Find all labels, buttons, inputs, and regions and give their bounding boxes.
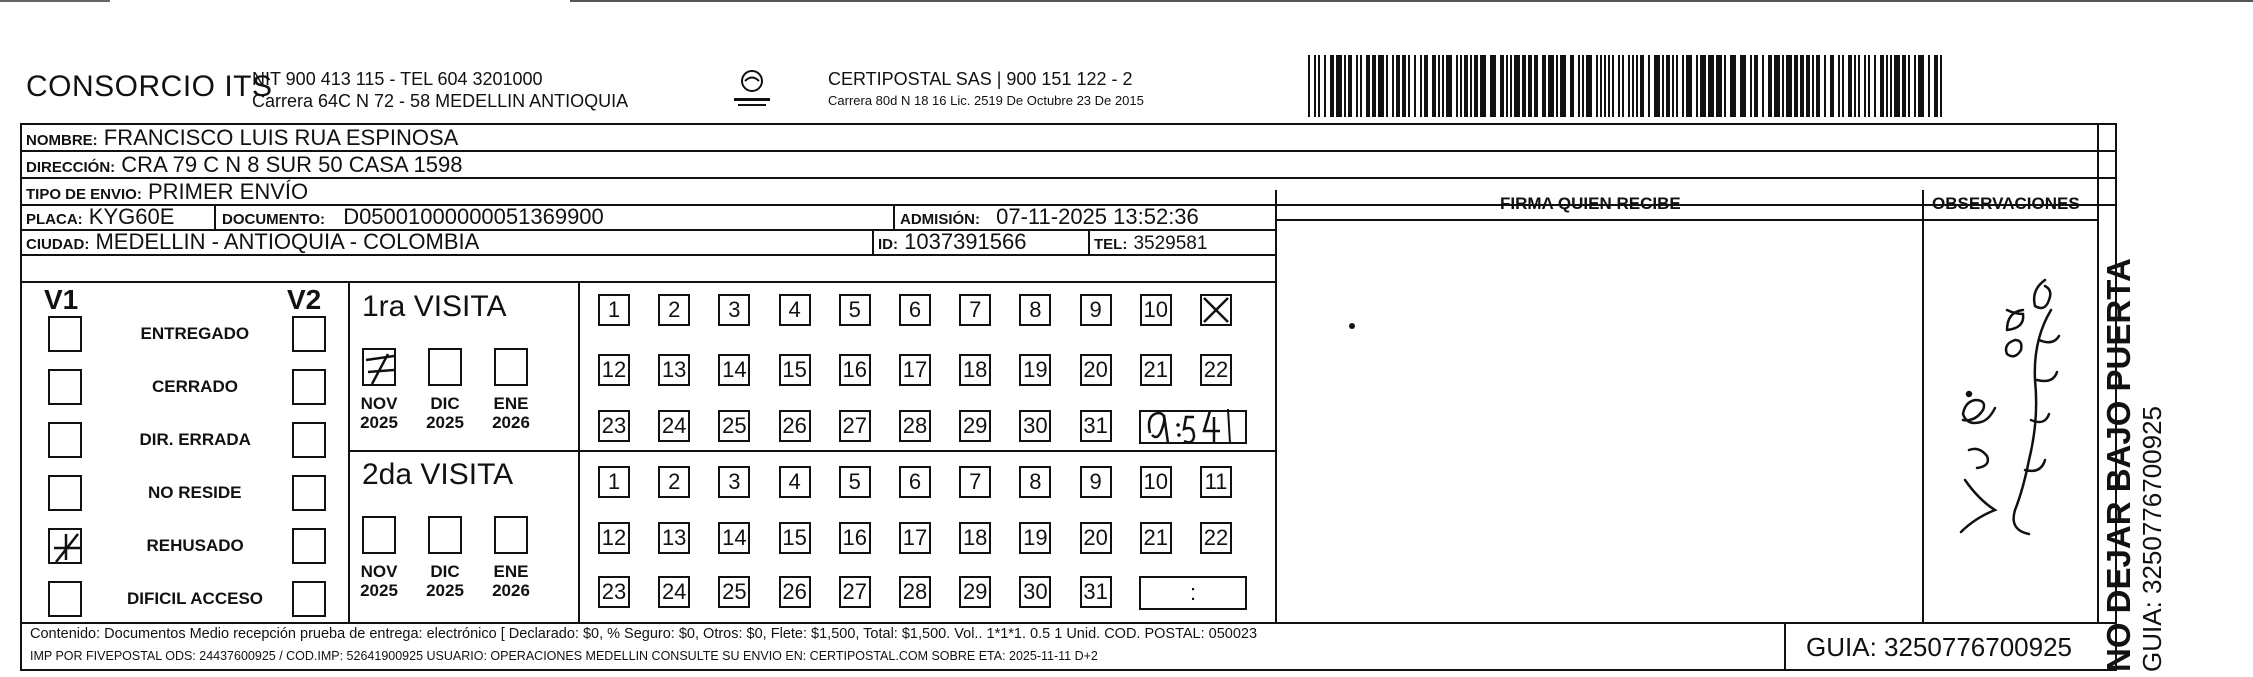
tipo-label: TIPO DE ENVIO: bbox=[26, 186, 142, 203]
day-box[interactable]: 6 bbox=[899, 294, 931, 326]
day-box[interactable]: 15 bbox=[779, 522, 811, 554]
tipo-row bbox=[26, 179, 308, 205]
day-box[interactable]: 30 bbox=[1019, 410, 1051, 442]
day-box[interactable]: 13 bbox=[658, 522, 690, 554]
tel-value: 3529581 bbox=[1133, 233, 1208, 254]
day-box[interactable]: 3 bbox=[718, 294, 750, 326]
side-notice bbox=[2100, 258, 2166, 672]
placa-row bbox=[26, 204, 174, 230]
month-checkbox[interactable] bbox=[428, 516, 462, 554]
nombre-row bbox=[26, 125, 458, 151]
day-box[interactable]: 27 bbox=[839, 576, 871, 608]
day-box[interactable]: 24 bbox=[658, 410, 690, 442]
status-checkbox-v1[interactable] bbox=[48, 528, 82, 564]
carrier-line: CERTIPOSTAL SAS | 900 151 122 - 2 bbox=[828, 69, 1133, 89]
day-box[interactable]: 26 bbox=[779, 576, 811, 608]
day-box[interactable]: 4 bbox=[779, 466, 811, 498]
month-checkbox[interactable] bbox=[494, 516, 528, 554]
status-checkbox-v2[interactable] bbox=[292, 475, 326, 511]
no-dejar-notice: NO DEJAR BAJO PUERTA bbox=[2100, 258, 2137, 672]
carrier-info bbox=[828, 68, 1144, 112]
nombre-value: FRANCISCO LUIS RUA ESPINOSA bbox=[103, 125, 459, 150]
day-box[interactable]: 17 bbox=[899, 522, 931, 554]
day-box[interactable]: 23 bbox=[598, 410, 630, 442]
company-name: CONSORCIO ITS bbox=[26, 70, 273, 103]
status-label: NO RESIDE bbox=[148, 483, 242, 502]
status-checkbox-v2[interactable] bbox=[292, 581, 326, 617]
day-box[interactable]: 23 bbox=[598, 576, 630, 608]
day-box[interactable]: 15 bbox=[779, 354, 811, 386]
address-line: Carrera 64C N 72 - 58 MEDELLIN ANTIOQUIA bbox=[252, 91, 629, 111]
top-edge-mark bbox=[0, 0, 110, 2]
observaciones-label: OBSERVACIONES bbox=[1932, 194, 2080, 213]
month-checkbox[interactable] bbox=[428, 348, 462, 386]
status-checkbox-v2[interactable] bbox=[292, 369, 326, 405]
tipo-value: PRIMER ENVÍO bbox=[147, 179, 309, 204]
day-box[interactable]: 22 bbox=[1200, 522, 1232, 554]
day-box[interactable]: 1 bbox=[598, 294, 630, 326]
day-box[interactable]: 24 bbox=[658, 576, 690, 608]
footer-divider bbox=[20, 622, 2117, 624]
observations-right-divider bbox=[2097, 123, 2099, 622]
day-box[interactable]: 26 bbox=[779, 410, 811, 442]
admision-label: ADMISIÓN: bbox=[900, 211, 980, 228]
direccion-value: CRA 79 C N 8 SUR 50 CASA 1598 bbox=[121, 152, 463, 177]
cell-divider bbox=[893, 204, 895, 229]
day-box[interactable]: 25 bbox=[718, 576, 750, 608]
side-guia: GUIA: 3250776700925 bbox=[2137, 406, 2167, 672]
day-box[interactable]: 29 bbox=[959, 576, 991, 608]
first-visit-title: 1ra VISITA bbox=[362, 290, 507, 323]
day-box[interactable]: 29 bbox=[959, 410, 991, 442]
day-box[interactable]: 9 bbox=[1080, 294, 1112, 326]
status-checkbox-v2[interactable] bbox=[292, 316, 326, 352]
status-label: ENTREGADO bbox=[140, 324, 250, 343]
handwritten-time bbox=[1138, 403, 1248, 447]
month-label: ENE 2026 bbox=[492, 562, 530, 600]
status-label: DIR. ERRADA bbox=[139, 430, 251, 449]
handwritten-observation bbox=[1925, 270, 2095, 600]
direccion-label: DIRECCIÓN: bbox=[26, 159, 116, 176]
day-box[interactable]: 17 bbox=[899, 354, 931, 386]
day-box[interactable]: 2 bbox=[658, 466, 690, 498]
day-box[interactable]: 20 bbox=[1080, 354, 1112, 386]
month-label: ENE 2026 bbox=[492, 394, 530, 432]
day-box[interactable] bbox=[1200, 294, 1232, 326]
day-box[interactable]: 7 bbox=[959, 294, 991, 326]
status-checkbox-v1[interactable] bbox=[48, 316, 82, 352]
signature-divider bbox=[1275, 190, 1277, 622]
status-label: DIFICIL ACCESO bbox=[127, 589, 264, 608]
day-box[interactable]: 30 bbox=[1019, 576, 1051, 608]
day-box[interactable]: 20 bbox=[1080, 522, 1112, 554]
row-divider bbox=[20, 281, 1275, 283]
documento-label: DOCUMENTO: bbox=[222, 211, 326, 228]
admision-row bbox=[900, 204, 1199, 230]
day-box[interactable]: 5 bbox=[839, 466, 871, 498]
barcode bbox=[1308, 55, 1948, 117]
day-box[interactable]: 31 bbox=[1080, 576, 1112, 608]
month-checkbox[interactable] bbox=[494, 348, 528, 386]
second-visit-title: 2da VISITA bbox=[362, 458, 514, 491]
company-info bbox=[252, 68, 628, 112]
v2-label: V2 bbox=[287, 284, 322, 315]
month-label: NOV 2025 bbox=[360, 562, 398, 600]
cell-divider bbox=[214, 204, 216, 229]
day-box[interactable]: 28 bbox=[899, 576, 931, 608]
id-value: 1037391566 bbox=[904, 229, 1027, 254]
time-box[interactable]: : bbox=[1139, 576, 1247, 610]
day-box[interactable]: 19 bbox=[1019, 522, 1051, 554]
cell-divider bbox=[872, 229, 874, 254]
day-box[interactable]: 21 bbox=[1140, 522, 1172, 554]
tel-label: TEL: bbox=[1094, 236, 1128, 253]
day-box[interactable]: 1 bbox=[598, 466, 630, 498]
day-box[interactable]: 4 bbox=[779, 294, 811, 326]
day-box[interactable]: 5 bbox=[839, 294, 871, 326]
day-box[interactable]: 2 bbox=[658, 294, 690, 326]
status-checkbox-v1[interactable] bbox=[48, 475, 82, 511]
day-box[interactable]: 8 bbox=[1019, 294, 1051, 326]
day-box[interactable]: 10 bbox=[1140, 466, 1172, 498]
top-edge-line bbox=[570, 0, 2253, 2]
id-label: ID: bbox=[878, 236, 898, 253]
day-box[interactable]: 18 bbox=[959, 354, 991, 386]
nit-line: NIT 900 413 115 - TEL 604 3201000 bbox=[252, 69, 543, 89]
day-box[interactable]: 10 bbox=[1140, 294, 1172, 326]
day-box[interactable]: 16 bbox=[839, 522, 871, 554]
day-box[interactable]: 25 bbox=[718, 410, 750, 442]
day-box[interactable]: 18 bbox=[959, 522, 991, 554]
day-box[interactable]: 13 bbox=[658, 354, 690, 386]
day-box[interactable]: 6 bbox=[899, 466, 931, 498]
carrier-logo bbox=[730, 66, 774, 112]
day-box[interactable]: 21 bbox=[1140, 354, 1172, 386]
day-box[interactable]: 14 bbox=[718, 354, 750, 386]
month-label: DIC 2025 bbox=[426, 394, 464, 432]
day-box[interactable]: 14 bbox=[718, 522, 750, 554]
month-checkbox[interactable] bbox=[362, 516, 396, 554]
placa-value: KYG60E bbox=[88, 204, 175, 229]
footer-content: Contenido: Documentos Medio recepción prueba de entrega: electrónico [ Declarado: $0, % Seguro: $0, Otros: $0, Flete: $1,500, Total: $1,500. Vol.. 1*1*1. 0.5 1 Unid. COD. POSTAL: 050023 bbox=[30, 626, 1258, 642]
month-label: NOV 2025 bbox=[360, 394, 398, 432]
day-box[interactable]: 12 bbox=[598, 354, 630, 386]
footer-divider-v bbox=[1784, 622, 1786, 671]
admision-value: 07-11-2025 13:52:36 bbox=[996, 204, 1199, 229]
status-label: REHUSADO bbox=[146, 536, 244, 555]
id-row bbox=[878, 229, 1026, 255]
day-box[interactable]: 7 bbox=[959, 466, 991, 498]
day-box[interactable]: 31 bbox=[1080, 410, 1112, 442]
day-box[interactable]: 11 bbox=[1200, 466, 1232, 498]
day-box[interactable]: 16 bbox=[839, 354, 871, 386]
status-checkbox-v1[interactable] bbox=[48, 369, 82, 405]
firma-label: FIRMA QUIEN RECIBE bbox=[1500, 194, 1681, 213]
day-box[interactable]: 12 bbox=[598, 522, 630, 554]
cell-divider bbox=[1088, 229, 1090, 254]
signature-dot bbox=[1349, 323, 1355, 329]
month-checkbox[interactable] bbox=[362, 348, 396, 386]
day-box[interactable]: 19 bbox=[1019, 354, 1051, 386]
row-divider bbox=[1275, 219, 2097, 221]
status-checkbox-v1[interactable] bbox=[48, 581, 82, 617]
day-box[interactable]: 27 bbox=[839, 410, 871, 442]
month-label: DIC 2025 bbox=[426, 562, 464, 600]
status-label: CERRADO bbox=[152, 377, 238, 396]
placa-label: PLACA: bbox=[26, 211, 83, 228]
documento-value: D05001000000051369900 bbox=[343, 204, 604, 229]
footer-print-info: IMP POR FIVEPOSTAL ODS: 24437600925 / COD.IMP: 52641900925 USUARIO: OPERACIONES MEDELLIN CONSULTE SU ENVIO EN: CERTIPOSTAL.COM SOBRE ETA: 2025-11-11 D+2 bbox=[30, 649, 1098, 663]
day-box[interactable]: 22 bbox=[1200, 354, 1232, 386]
day-box[interactable]: 8 bbox=[1019, 466, 1051, 498]
status-checkbox-v1[interactable] bbox=[48, 422, 82, 458]
nombre-label: NOMBRE: bbox=[26, 132, 98, 149]
observations-divider bbox=[1922, 190, 1924, 622]
v1-label: V1 bbox=[44, 284, 79, 315]
status-checkbox-v2[interactable] bbox=[292, 422, 326, 458]
visit-divider bbox=[348, 450, 1275, 452]
carrier-address: Carrera 80d N 18 16 Lic. 2519 De Octubre 23 De 2015 bbox=[828, 93, 1144, 108]
status-checkbox-v2[interactable] bbox=[292, 528, 326, 564]
documento-row bbox=[222, 204, 604, 230]
day-box[interactable]: 3 bbox=[718, 466, 750, 498]
ciudad-label: CIUDAD: bbox=[26, 236, 90, 253]
direccion-row bbox=[26, 152, 462, 178]
day-box[interactable]: 28 bbox=[899, 410, 931, 442]
ciudad-row bbox=[26, 229, 479, 255]
day-box[interactable]: 9 bbox=[1080, 466, 1112, 498]
footer-guia: GUIA: 3250776700925 bbox=[1806, 632, 2072, 662]
tel-row bbox=[1094, 229, 1207, 255]
ciudad-value: MEDELLIN - ANTIOQUIA - COLOMBIA bbox=[95, 229, 480, 254]
